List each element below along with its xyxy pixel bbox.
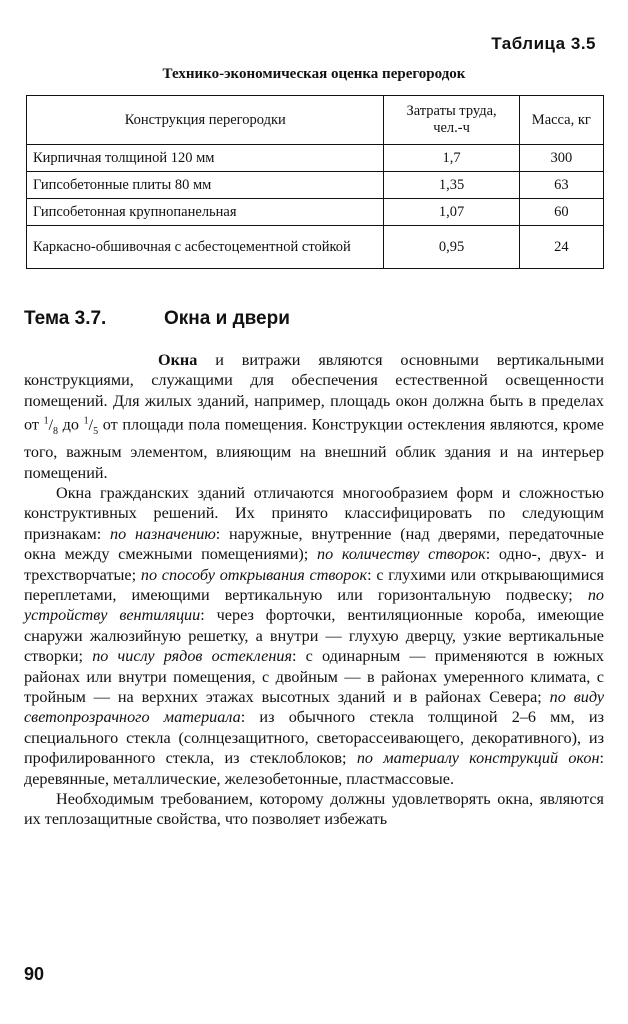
table-cell-mass: 60 xyxy=(519,199,603,226)
section-number: Тема 3.7. xyxy=(24,308,107,329)
paragraph-2-text: : через форточки, вентиляционные короба, имеющие снаружи жалюзийную решетку, а внутри — глухую дверцу, узкие вертикальные створки; xyxy=(24,606,604,666)
paragraph-2-text: : с одинарным — применяются в южных районах или внутри помещения, с двойным — в районах умеренного климата, с тройным — на верхних этажах высотных зданий и в районах Севера; xyxy=(24,647,605,707)
table-cell-construction: Гипсобетонные плиты 80 мм xyxy=(27,172,384,199)
table-title: Технико-экономическая оценка перегородок xyxy=(162,66,466,82)
section-title: Окна и двери xyxy=(164,308,290,329)
criterion-frame-material: по материалу конструкций окон xyxy=(356,749,600,768)
table-cell-labor: 1,07 xyxy=(384,199,519,226)
criterion-sash-count: по количеству створок xyxy=(316,545,486,564)
table-header-row xyxy=(27,96,604,145)
paragraph-2-text: : с глухими или открывающимися переплетами, имеющими вертикальную или горизонтальную подвеску; xyxy=(24,565,604,604)
table-cell-mass: 24 xyxy=(519,226,603,269)
table-header-construction: Конструкция перегородки xyxy=(27,96,384,145)
table-header-mass: Масса, кг xyxy=(519,96,603,145)
fraction-one-fifth: $^1/_5$ xyxy=(83,415,99,437)
fraction-numerator: 1 xyxy=(83,415,89,427)
table-cell-construction: Гипсобетонная крупнопанельная xyxy=(27,199,384,226)
fraction-one-eighth: $^1/_8$ xyxy=(43,415,59,437)
paragraph-2-text: : из обычного стекла толщиной 2–6 мм, из специального стекла (солнцезащитного, светорассеивающего, декоративного), из профилированного стекла, из стеклоблоков; xyxy=(24,708,604,768)
table-row xyxy=(27,172,604,199)
table-cell-labor: 1,35 xyxy=(384,172,519,199)
paragraph-1 xyxy=(24,350,604,483)
criterion-glazing-rows: по числу рядов остекления xyxy=(92,647,292,666)
table-cell-mass: 63 xyxy=(519,172,603,199)
criterion-ventilation: по устройству вентиляции xyxy=(24,585,604,625)
criterion-opening-method: по способу открывания створок xyxy=(140,565,368,584)
body-text xyxy=(24,350,604,830)
paragraph-2-text: : деревянные, металлические, железобетонные, пластмассовые. xyxy=(24,749,604,788)
table-header-labor: Затраты труда, чел.-ч xyxy=(384,96,519,145)
fraction-denominator: 5 xyxy=(93,425,99,437)
paragraph-1-text: от площади пола помещения. Конструкции остекления являются, кроме того, важным элементом, влияющим на внешний облик здания и на интерьер помещений. xyxy=(24,415,604,482)
fraction-denominator: 8 xyxy=(53,425,59,437)
paragraph-2 xyxy=(24,483,604,789)
criterion-purpose: по назначению xyxy=(109,524,216,543)
paragraph-3: Необходимым требованием, которому должны удовлетворять окна, являются их теплозащитные свойства, что позволяет избежать xyxy=(24,790,604,829)
table-cell-construction: Кирпичная толщиной 120 мм xyxy=(27,145,384,172)
table-cell-mass: 300 xyxy=(519,145,603,172)
table-cell-construction: Каркасно-обшивочная с асбестоцементной стойкой xyxy=(27,226,384,269)
partitions-table xyxy=(26,95,604,269)
term-windows: Окна xyxy=(158,351,198,369)
table-row xyxy=(27,145,604,172)
section-heading xyxy=(24,308,290,330)
table-label: Таблица 3.5 xyxy=(491,34,596,53)
table-cell-labor: 1,7 xyxy=(384,145,519,172)
paragraph-2-text: : одно-, двух- и трехстворчатые; xyxy=(24,545,604,584)
paragraph-2-text: : наружные, внутренние (над дверями, передаточные окна между смежными помещениями); xyxy=(24,524,604,564)
paragraph-2-text: Окна гражданских зданий отличаются многообразием форм и сложностью конструктивных решений. Их принято классифицировать по следующим признакам: xyxy=(24,483,604,543)
table-row xyxy=(27,199,604,226)
paragraph-1-text: и витражи являются основными вертикальными конструкциями, служащими для обеспечения естественной освещенности помещений. Для жилых зданий, например, площадь окон должна быть в пределах от xyxy=(24,351,604,434)
fraction-numerator: 1 xyxy=(43,415,49,427)
criterion-glazing-material: по виду светопрозрачного материала xyxy=(24,688,605,727)
paragraph-1-text: до xyxy=(58,415,84,434)
table-cell-labor: 0,95 xyxy=(384,226,519,269)
table-row xyxy=(27,226,604,269)
page-number: 90 xyxy=(24,964,45,984)
